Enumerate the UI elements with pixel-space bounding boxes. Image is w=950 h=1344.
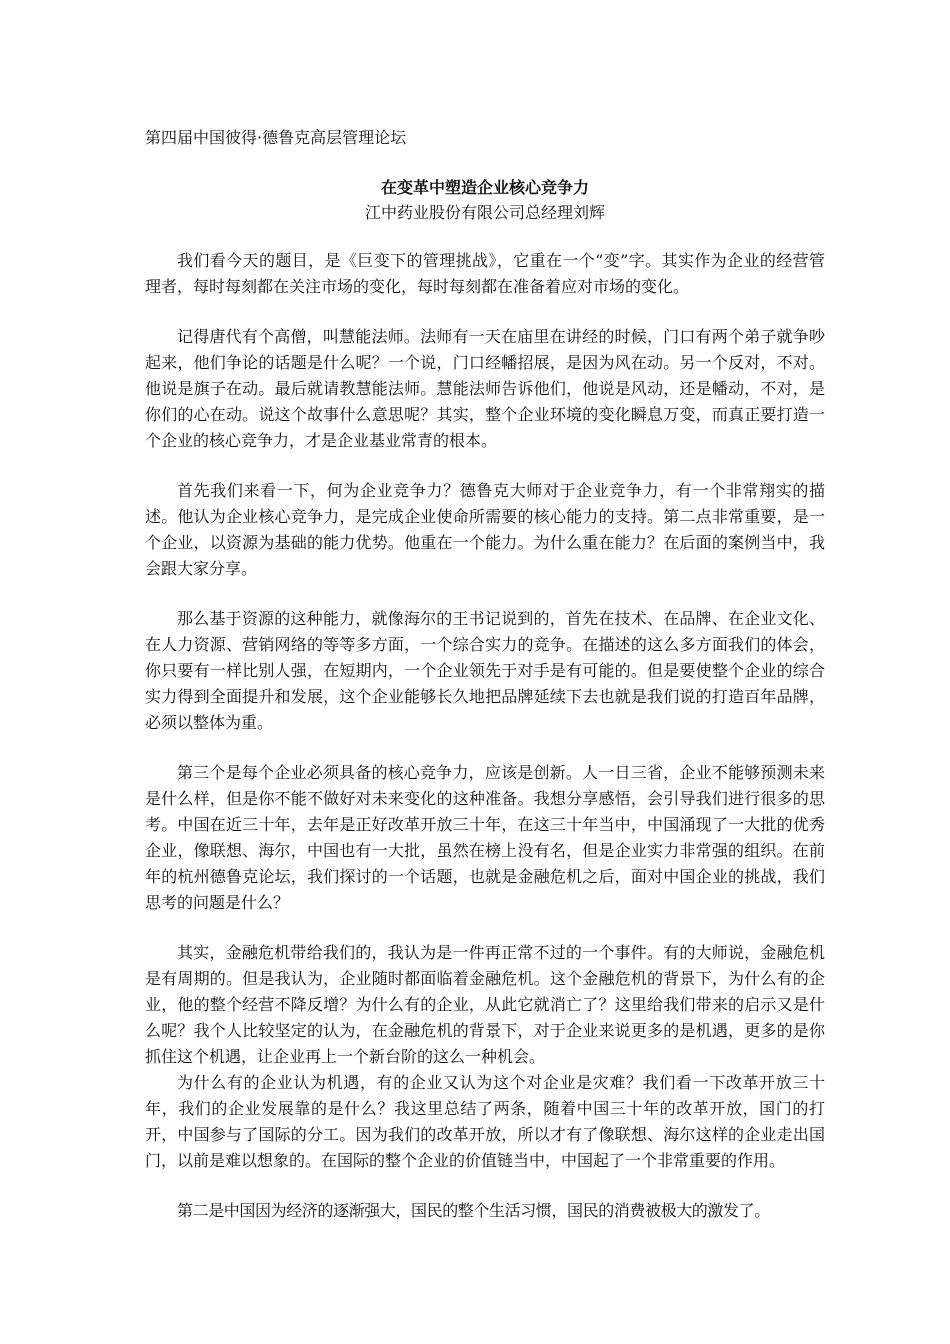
paragraph: 那么基于资源的这种能力，就像海尔的王书记说到的，首先在技术、在品牌、在企业文化、在人力资源、营销网络的等等多方面，一个综合实力的竞争。在描述的这么多方面我们的体会，你只要有一样比别人强，在短期内，一个企业领先于对手是有可能的。但是要使整个企业的综合实力得到全面提升和发展，这个企业能够长久地把品牌延续下去也就是我们说的打造百年品牌，必须以整体为重。: [145, 609, 825, 732]
forum-header: 第四届中国彼得·德鲁克高层管理论坛: [145, 128, 407, 147]
paragraph: 其实，金融危机带给我们的，我认为是一件再正常不过的一个事件。有的大师说，金融危机是有周期的。但是我认为，企业随时都面临着金融危机。这个金融危机的背景下，为什么有的企业，他的整个经营不降反增？为什么有的企业，从此它就消亡了？这里给我们带来的启示又是什么呢？我个人比较坚定的认为，在金融危机的背景下，对于企业来说更多的是机遇，更多的是你抓住这个机遇，让企业再上一个新台阶的这么一种机会。: [145, 943, 825, 1066]
paragraph: 首先我们来看一下，何为企业竞争力？德鲁克大师对于企业竞争力，有一个非常翔实的描述。他认为企业核心竞争力，是完成企业使命所需要的核心能力的支持。第二点非常重要，是一个企业，以资源为基础的能力优势。他重在一个能力。为什么重在能力？在后面的案例当中，我会跟大家分享。: [145, 481, 825, 578]
paragraph: 第三个是每个企业必须具备的核心竞争力，应该是创新。人一日三省，企业不能够预测未来是什么样，但是你不能不做好对未来变化的这种准备。我想分享感悟，会引导我们进行很多的思考。中国在近三十年，去年是正好改革开放三十年，在这三十年当中，中国涌现了一大批的优秀企业，像联想、海尔，中国也有一大批，虽然在榜上没有名，但是企业实力非常强的组织。在前年的杭州德鲁克论坛，我们探讨的一个话题，也就是金融危机之后，面对中国企业的挑战，我们思考的问题是什么？: [145, 763, 825, 912]
paragraph: 我们看今天的题目，是《巨变下的管理挑战》，它重在一个“变”字。其实作为企业的经营管理者，每时每刻都在关注市场的变化，每时每刻都在准备着应对市场的变化。: [145, 251, 825, 296]
paragraph: 记得唐代有个高僧，叫慧能法师。法师有一天在庙里在讲经的时候，门口有两个弟子就争吵起来，他们争论的话题是什么呢？一个说，门口经幡招展，是因为风在动。另一个反对，不对。他说是旗子在动。最后就请教慧能法师。慧能法师告诉他们，他说是风动，还是幡动，不对，是你们的心在动。说这个故事什么意思呢？其实，整个企业环境的变化瞬息万变，而真正要打造一个企业的核心竞争力，才是企业基业常青的根本。: [145, 327, 825, 450]
paragraph: 第二是中国因为经济的逐渐强大，国民的整个生活习惯，国民的消费被极大的激发了。: [177, 1201, 770, 1220]
article-title: 在变革中塑造企业核心竞争力: [380, 178, 589, 197]
article-body: [145, 248, 825, 1248]
paragraph: 为什么有的企业认为机遇，有的企业又认为这个对企业是灾难？我们看一下改革开放三十年，我们的企业发展靠的是什么？我这里总结了两条，随着中国三十年的改革开放，国门的打开，中国参与了国际的分工。因为我们的改革开放，所以才有了像联想、海尔这样的企业走出国门，以前是难以想象的。在国际的整个企业的价值链当中，中国起了一个非常重要的作用。: [145, 1073, 825, 1170]
article-author: 江中药业股份有限公司总经理刘辉: [364, 203, 605, 222]
